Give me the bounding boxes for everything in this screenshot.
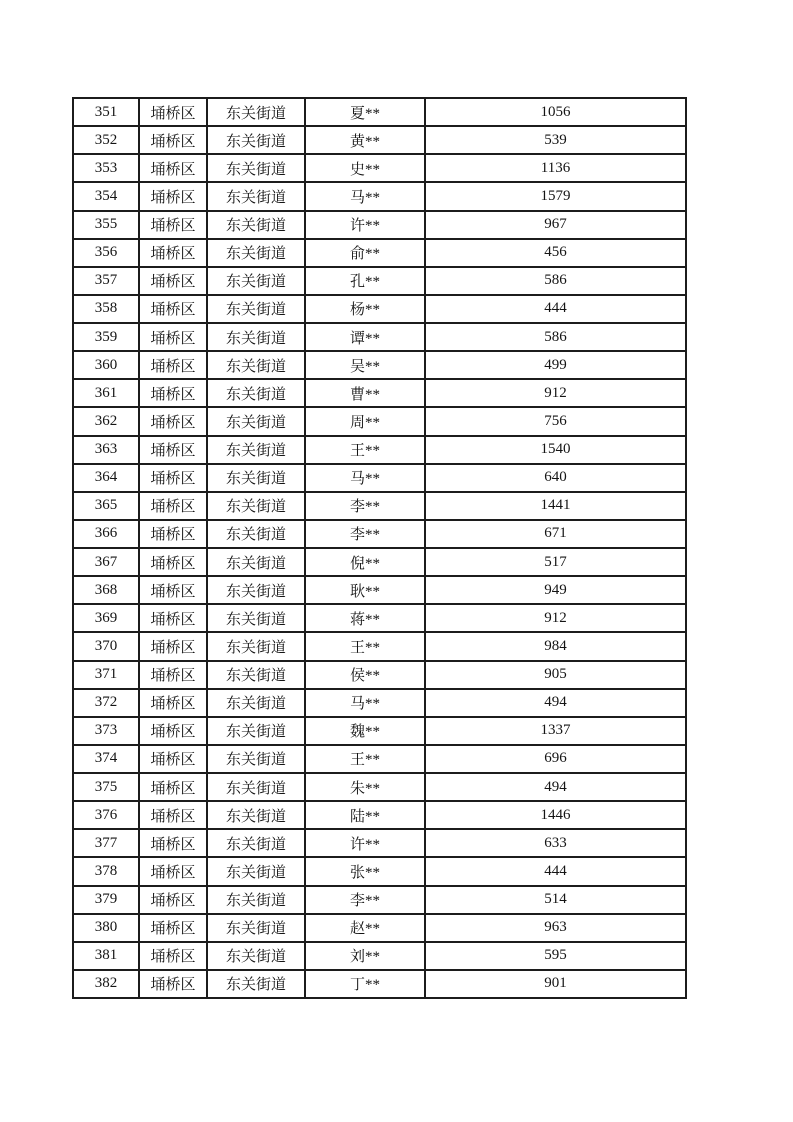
cell-street: 东关街道 [207, 154, 305, 182]
cell-name: 许** [305, 829, 425, 857]
table-row [73, 604, 686, 632]
cell-seq: 373 [73, 717, 139, 745]
table-row [73, 182, 686, 210]
table-row [73, 436, 686, 464]
cell-name: 侯** [305, 661, 425, 689]
cell-name: 孔** [305, 267, 425, 295]
table-row [73, 239, 686, 267]
cell-street: 东关街道 [207, 576, 305, 604]
cell-street: 东关街道 [207, 182, 305, 210]
cell-name: 耿** [305, 576, 425, 604]
cell-name: 俞** [305, 239, 425, 267]
cell-value: 967 [425, 211, 686, 239]
cell-name: 蒋** [305, 604, 425, 632]
cell-district: 埇桥区 [139, 98, 207, 126]
cell-name: 王** [305, 632, 425, 660]
cell-seq: 381 [73, 942, 139, 970]
table-row [73, 267, 686, 295]
table-row [73, 576, 686, 604]
cell-seq: 359 [73, 323, 139, 351]
cell-value: 963 [425, 914, 686, 942]
cell-seq: 355 [73, 211, 139, 239]
cell-value: 640 [425, 464, 686, 492]
cell-district: 埇桥区 [139, 970, 207, 998]
cell-street: 东关街道 [207, 351, 305, 379]
cell-street: 东关街道 [207, 267, 305, 295]
cell-district: 埇桥区 [139, 717, 207, 745]
cell-street: 东关街道 [207, 661, 305, 689]
cell-district: 埇桥区 [139, 295, 207, 323]
cell-value: 1441 [425, 492, 686, 520]
cell-name: 丁** [305, 970, 425, 998]
cell-seq: 368 [73, 576, 139, 604]
cell-seq: 360 [73, 351, 139, 379]
table-row [73, 520, 686, 548]
table-row [73, 689, 686, 717]
cell-street: 东关街道 [207, 886, 305, 914]
cell-street: 东关街道 [207, 857, 305, 885]
cell-value: 1056 [425, 98, 686, 126]
cell-value: 949 [425, 576, 686, 604]
cell-street: 东关街道 [207, 211, 305, 239]
cell-value: 1337 [425, 717, 686, 745]
cell-district: 埇桥区 [139, 773, 207, 801]
cell-name: 许** [305, 211, 425, 239]
cell-value: 517 [425, 548, 686, 576]
cell-seq: 353 [73, 154, 139, 182]
cell-name: 刘** [305, 942, 425, 970]
cell-seq: 369 [73, 604, 139, 632]
table-row [73, 886, 686, 914]
cell-name: 倪** [305, 548, 425, 576]
table-row [73, 801, 686, 829]
cell-value: 1136 [425, 154, 686, 182]
table-row [73, 295, 686, 323]
cell-seq: 363 [73, 436, 139, 464]
table-row [73, 745, 686, 773]
cell-street: 东关街道 [207, 379, 305, 407]
cell-district: 埇桥区 [139, 154, 207, 182]
cell-value: 912 [425, 604, 686, 632]
cell-value: 756 [425, 407, 686, 435]
cell-seq: 358 [73, 295, 139, 323]
table-row [73, 857, 686, 885]
cell-street: 东关街道 [207, 604, 305, 632]
cell-name: 陆** [305, 801, 425, 829]
cell-seq: 377 [73, 829, 139, 857]
cell-street: 东关街道 [207, 464, 305, 492]
cell-district: 埇桥区 [139, 323, 207, 351]
cell-district: 埇桥区 [139, 604, 207, 632]
cell-name: 马** [305, 464, 425, 492]
cell-district: 埇桥区 [139, 632, 207, 660]
cell-street: 东关街道 [207, 689, 305, 717]
table-row [73, 970, 686, 998]
cell-seq: 357 [73, 267, 139, 295]
cell-district: 埇桥区 [139, 126, 207, 154]
cell-seq: 366 [73, 520, 139, 548]
table-body [73, 98, 686, 998]
cell-street: 东关街道 [207, 520, 305, 548]
cell-name: 李** [305, 886, 425, 914]
table-row [73, 548, 686, 576]
cell-district: 埇桥区 [139, 576, 207, 604]
table-row [73, 379, 686, 407]
cell-district: 埇桥区 [139, 239, 207, 267]
cell-street: 东关街道 [207, 239, 305, 267]
table-row [73, 661, 686, 689]
table-row [73, 351, 686, 379]
cell-street: 东关街道 [207, 745, 305, 773]
cell-district: 埇桥区 [139, 942, 207, 970]
cell-name: 马** [305, 182, 425, 210]
table-row [73, 407, 686, 435]
cell-name: 李** [305, 492, 425, 520]
cell-seq: 374 [73, 745, 139, 773]
cell-value: 671 [425, 520, 686, 548]
cell-name: 朱** [305, 773, 425, 801]
cell-district: 埇桥区 [139, 267, 207, 295]
cell-seq: 362 [73, 407, 139, 435]
cell-value: 499 [425, 351, 686, 379]
cell-name: 马** [305, 689, 425, 717]
cell-district: 埇桥区 [139, 464, 207, 492]
cell-district: 埇桥区 [139, 745, 207, 773]
cell-value: 912 [425, 379, 686, 407]
cell-street: 东关街道 [207, 717, 305, 745]
cell-name: 杨** [305, 295, 425, 323]
cell-district: 埇桥区 [139, 801, 207, 829]
cell-district: 埇桥区 [139, 520, 207, 548]
cell-district: 埇桥区 [139, 829, 207, 857]
table-row [73, 773, 686, 801]
cell-seq: 379 [73, 886, 139, 914]
cell-value: 595 [425, 942, 686, 970]
cell-district: 埇桥区 [139, 351, 207, 379]
cell-value: 1446 [425, 801, 686, 829]
table-row [73, 942, 686, 970]
cell-seq: 380 [73, 914, 139, 942]
cell-district: 埇桥区 [139, 886, 207, 914]
cell-seq: 352 [73, 126, 139, 154]
cell-value: 905 [425, 661, 686, 689]
cell-name: 王** [305, 745, 425, 773]
cell-value: 984 [425, 632, 686, 660]
cell-district: 埇桥区 [139, 689, 207, 717]
cell-seq: 372 [73, 689, 139, 717]
table-row [73, 492, 686, 520]
cell-name: 李** [305, 520, 425, 548]
cell-value: 586 [425, 323, 686, 351]
cell-street: 东关街道 [207, 632, 305, 660]
cell-name: 周** [305, 407, 425, 435]
table-row [73, 464, 686, 492]
cell-street: 东关街道 [207, 407, 305, 435]
cell-district: 埇桥区 [139, 379, 207, 407]
cell-district: 埇桥区 [139, 548, 207, 576]
cell-street: 东关街道 [207, 436, 305, 464]
records-table [72, 97, 687, 999]
cell-seq: 361 [73, 379, 139, 407]
cell-street: 东关街道 [207, 548, 305, 576]
cell-seq: 364 [73, 464, 139, 492]
cell-street: 东关街道 [207, 98, 305, 126]
cell-name: 赵** [305, 914, 425, 942]
cell-value: 494 [425, 689, 686, 717]
cell-street: 东关街道 [207, 126, 305, 154]
cell-value: 444 [425, 295, 686, 323]
cell-name: 谭** [305, 323, 425, 351]
cell-street: 东关街道 [207, 970, 305, 998]
table-row [73, 211, 686, 239]
cell-seq: 382 [73, 970, 139, 998]
table-row [73, 914, 686, 942]
table-row [73, 829, 686, 857]
table-row [73, 323, 686, 351]
cell-seq: 354 [73, 182, 139, 210]
table-row [73, 126, 686, 154]
cell-street: 东关街道 [207, 773, 305, 801]
cell-value: 696 [425, 745, 686, 773]
cell-name: 王** [305, 436, 425, 464]
cell-name: 张** [305, 857, 425, 885]
cell-value: 1540 [425, 436, 686, 464]
cell-value: 901 [425, 970, 686, 998]
cell-street: 东关街道 [207, 492, 305, 520]
cell-street: 东关街道 [207, 829, 305, 857]
cell-seq: 351 [73, 98, 139, 126]
cell-name: 吴** [305, 351, 425, 379]
cell-seq: 375 [73, 773, 139, 801]
cell-street: 东关街道 [207, 914, 305, 942]
cell-district: 埇桥区 [139, 914, 207, 942]
cell-value: 539 [425, 126, 686, 154]
cell-seq: 367 [73, 548, 139, 576]
cell-seq: 378 [73, 857, 139, 885]
cell-seq: 365 [73, 492, 139, 520]
cell-value: 633 [425, 829, 686, 857]
cell-name: 史** [305, 154, 425, 182]
cell-district: 埇桥区 [139, 407, 207, 435]
cell-name: 黄** [305, 126, 425, 154]
cell-district: 埇桥区 [139, 661, 207, 689]
table-row [73, 632, 686, 660]
cell-street: 东关街道 [207, 323, 305, 351]
cell-value: 456 [425, 239, 686, 267]
cell-value: 514 [425, 886, 686, 914]
cell-name: 夏** [305, 98, 425, 126]
cell-seq: 356 [73, 239, 139, 267]
cell-value: 1579 [425, 182, 686, 210]
cell-street: 东关街道 [207, 942, 305, 970]
table-row [73, 98, 686, 126]
cell-seq: 376 [73, 801, 139, 829]
cell-name: 魏** [305, 717, 425, 745]
cell-district: 埇桥区 [139, 857, 207, 885]
cell-district: 埇桥区 [139, 182, 207, 210]
cell-district: 埇桥区 [139, 436, 207, 464]
cell-street: 东关街道 [207, 801, 305, 829]
cell-value: 494 [425, 773, 686, 801]
cell-district: 埇桥区 [139, 492, 207, 520]
cell-district: 埇桥区 [139, 211, 207, 239]
cell-seq: 371 [73, 661, 139, 689]
cell-street: 东关街道 [207, 295, 305, 323]
table-row [73, 154, 686, 182]
cell-seq: 370 [73, 632, 139, 660]
table-row [73, 717, 686, 745]
cell-value: 586 [425, 267, 686, 295]
cell-name: 曹** [305, 379, 425, 407]
cell-value: 444 [425, 857, 686, 885]
